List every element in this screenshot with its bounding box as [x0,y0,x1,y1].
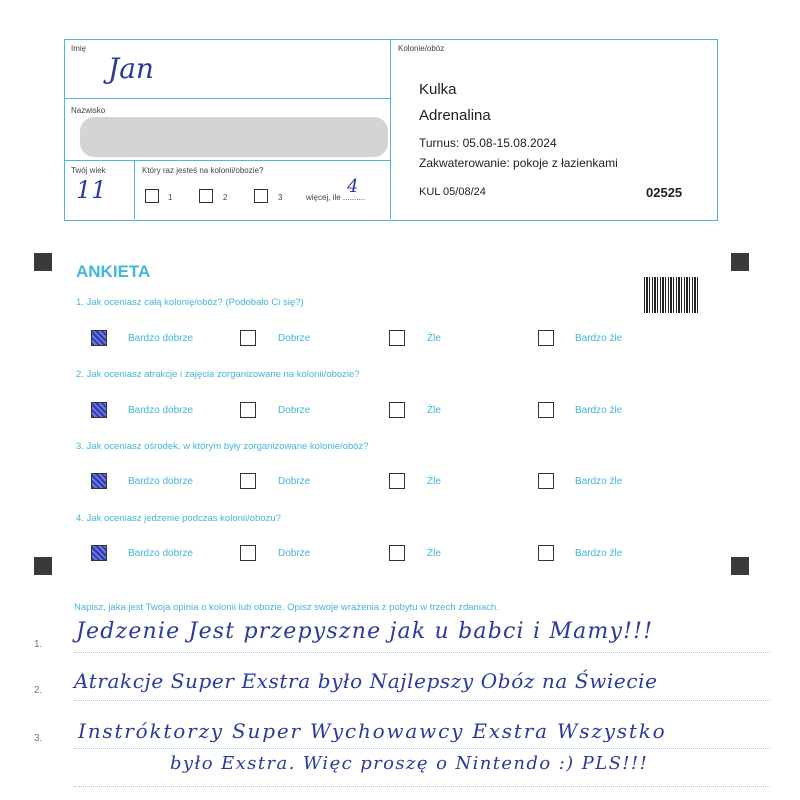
question-1: 1. Jak oceniasz całą kolonię/obóz? (Podobało Ci się?) [76,297,304,308]
camp-line1: Kulka [419,81,457,98]
survey-title: ANKIETA [76,262,151,281]
q3-option-bardzo-zle-checkbox[interactable] [538,473,554,489]
q2-option-zle-checkbox[interactable] [389,402,405,418]
corner-mark-top-right [731,253,749,271]
answer-text-1[interactable]: Jedzenie Jest przepyszne jak u babci i Mamy!!! [76,619,654,644]
q4-option-label-4: Bardzo źle [575,548,623,559]
surname-redaction [80,117,388,157]
q1-option-bardzo-dobrze-checkbox[interactable] [91,330,107,346]
times-checkbox-3[interactable] [254,189,268,203]
name-label: Imię [71,44,87,53]
q2-option-bardzo-dobrze-checkbox[interactable] [91,402,107,418]
corner-mark-bottom-left [34,557,52,575]
header-divider-age [134,160,135,219]
answer-text-2[interactable]: Atrakcje Super Exstra było Najlepszy Obóz na Świecie [74,669,658,693]
camp-code: KUL 05/08/24 [419,186,486,198]
line-number-2: 2. [34,685,43,696]
corner-mark-top-left [34,253,52,271]
q3-option-bardzo-dobrze-checkbox[interactable] [91,473,107,489]
corner-mark-bottom-right [731,557,749,575]
question-2: 2. Jak oceniasz atrakcje i zajęcia zorganizowane na kolonii/obozie? [76,369,360,380]
q3-option-label-2: Dobrze [278,476,311,487]
q2-option-dobrze-checkbox[interactable] [240,402,256,418]
line-number-1: 1. [34,639,43,650]
q1-option-bardzo-zle-checkbox[interactable] [538,330,554,346]
q4-option-dobrze-checkbox[interactable] [240,545,256,561]
q4-option-zle-checkbox[interactable] [389,545,405,561]
answer-line-1 [74,652,770,653]
header-divider-h1 [64,98,390,99]
q2-option-label-4: Bardzo źle [575,405,623,416]
q1-option-label-4: Bardzo źle [575,333,623,344]
q3-option-label-4: Bardzo źle [575,476,623,487]
form-number: 02525 [646,185,683,200]
times-checkbox-2[interactable] [199,189,213,203]
turnus: Turnus: 05.08-15.08.2024 [419,136,557,150]
surname-label: Nazwisko [71,106,106,115]
answer-line-2 [74,700,770,701]
q3-option-zle-checkbox[interactable] [389,473,405,489]
accommodation: Zakwaterowanie: pokoje z łazienkami [419,156,618,170]
q4-option-bardzo-zle-checkbox[interactable] [538,545,554,561]
times-option-1: 1 [168,193,173,202]
answer-text-4[interactable]: było Exstra. Więc proszę o Nintendo :) PLS!!! [170,753,649,774]
q3-option-dobrze-checkbox[interactable] [240,473,256,489]
more-label: więcej, ile .......... [306,193,366,202]
times-checkbox-1[interactable] [145,189,159,203]
q4-option-label-1: Bardzo dobrze [128,548,194,559]
q1-option-label-2: Dobrze [278,333,311,344]
age-label: Twój wiek [71,166,106,175]
barcode [644,277,700,313]
question-3: 3. Jak oceniasz ośrodek, w którym były zorganizowane kolonie/obóz? [76,441,369,452]
name-value[interactable]: Jan [108,52,154,85]
q4-option-label-2: Dobrze [278,548,311,559]
q3-option-label-3: Źle [427,476,441,487]
question-4: 4. Jak oceniasz jedzenie podczas kolonii/obozu? [76,513,281,524]
q2-option-label-1: Bardzo dobrze [128,405,194,416]
camp-line2: Adrenalina [419,107,491,124]
answer-text-3[interactable]: Instróktorzy Super Wychowawcy Exstra Wszystko [78,719,667,743]
times-option-2: 2 [223,193,228,202]
header-divider-h2 [64,160,390,161]
line-number-3: 3. [34,733,43,744]
age-value[interactable]: 11 [76,176,107,204]
q2-option-bardzo-zle-checkbox[interactable] [538,402,554,418]
q3-option-label-1: Bardzo dobrze [128,476,194,487]
q4-option-bardzo-dobrze-checkbox[interactable] [91,545,107,561]
q1-option-label-1: Bardzo dobrze [128,333,194,344]
q1-option-label-3: Źle [427,333,441,344]
q1-option-dobrze-checkbox[interactable] [240,330,256,346]
q1-option-zle-checkbox[interactable] [389,330,405,346]
q2-option-label-3: Źle [427,405,441,416]
more-value[interactable]: 4 [347,176,359,197]
times-question: Który raz jesteś na kolonii/obozie? [142,166,264,175]
q4-option-label-3: Źle [427,548,441,559]
header-divider-vertical [390,39,391,219]
answer-line-3 [74,748,770,749]
q2-option-label-2: Dobrze [278,405,311,416]
answer-line-4 [74,786,770,787]
opinion-prompt: Napisz, jaka jest Twoja opinia o kolonii lub obozie. Opisz swoje wrażenia z pobytu w trzech zdaniach. [74,602,499,613]
times-option-3: 3 [278,193,283,202]
camp-label: Kolonie/obóz [398,44,445,53]
